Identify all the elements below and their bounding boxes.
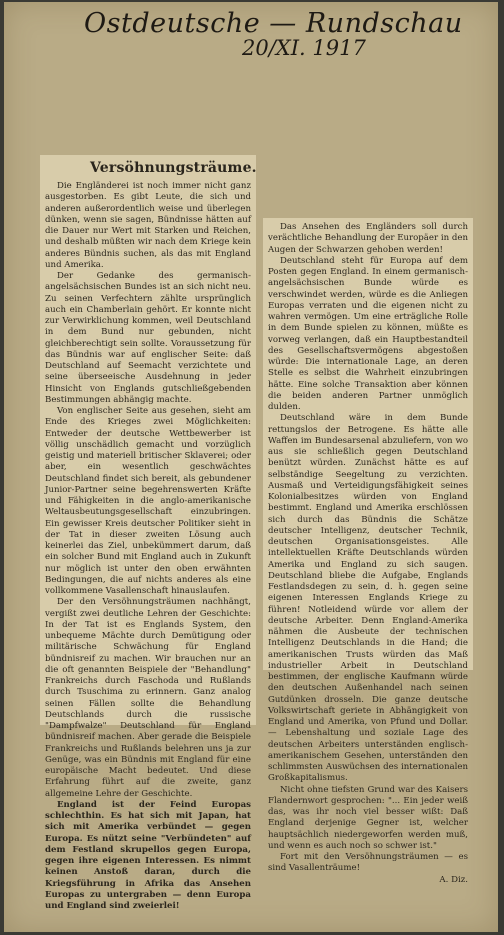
clipping-right-column <box>263 218 473 885</box>
paragraph: Der den Versöhnungsträumen nachhängt, vergißt zwei deutliche Lehren der Geschichte: In der Tat ist es Englands System, den unbequeme Mächte durch Demütigung oder militärische Schwächung für England bündnisreif zu machen. Wir brauchen nur an die oft genannten Beispiele der "Behandlung" Frankreichs durch Faschoda und Rußlands durch Tsuschima zu erinnern. Ganz analog seinen Fällen sollte die Behandlung Deutschlands durch die russische "Dampfwalze" Deutschland für England bündnisreif machen. Aber gerade die Beispiele Frankreichs und Rußlands belehren uns ja zur Genüge, was ein Bündnis mit England für eine europäische Macht bedeutet. Und diese Erfahrung führt auf die zweite, ganz allgemeine Lehre der Geschichte. <box>45 597 251 799</box>
left-column-text <box>45 181 251 911</box>
article-title: Versöhnungsträume. <box>90 160 257 176</box>
handwritten-newspaper-name: Ostdeutsche — Rundschau <box>84 8 463 39</box>
signature: A. Diz. <box>439 874 468 885</box>
paragraph: Das Ansehen des Engländers soll durch verächtliche Behandlung der Europäer in den Augen der Schwarzen gehoben werden! <box>268 222 468 255</box>
clipping-left-column <box>40 155 257 911</box>
paragraph: Von englischer Seite aus gesehen, sieht am Ende des Krieges zwei Möglichkeiten: Entweder der deutsche Wettbewerber ist völlig unschädlich gemacht und vorzüglich geistig und materiell britischer Sklaverei; oder aber, ein wesentlich geschwächtes Deutschland findet sich bereit, als gebundener Junior-Partner seine begehrenswerten Kräfte und Fähigkeiten in die anglo-amerikanische Weltausbeutungsgesellschaft einzubringen. Ein gewisser Kreis deutscher Politiker sieht in der Tat in dieser zweiten Lösung auch keinerlei das Ziel, unbekümmert darum, daß ein solcher Bund mit England auch in Zukunft nur möglich ist unter den oben erwähnten Bedingungen, die auf nichts anderes als eine vollkommene Vasallenschaft hinauslaufen. <box>45 406 251 596</box>
paragraph: Fort mit den Versöhnungsträumen — es sind Vasallenträume! <box>268 852 468 874</box>
paragraph: Nicht ohne tiefsten Grund war des Kaisers Flandernwort gesprochen: "... Ein jeder weiß das, was ihr noch viel besser wißt: Daß England derjenige Gegner ist, welcher hauptsächlich niedergeworfen werden muß, und wenn es auch noch so schwer ist." <box>268 784 468 851</box>
paragraph: Der Gedanke des germanisch-angelsächsischen Bundes ist an sich nicht neu. Zu seinen Verfechtern zählte ursprünglich auch ein Chamberlain gehört. Er konnte nicht zur Verwirklichung kommen, weil Deutschland in dem Bund nur gebunden, nicht gleichberechtigt sein sollte. Voraussetzung für das Bündnis war auf englischer Seite: daß Deutschland auf Seemacht verzichtete und seine überseeische Ausdehnung in jeder Hinsicht von Englands gutschließgebenden Bestimmungen abhängig machte. <box>45 271 251 405</box>
right-column-text <box>268 222 468 885</box>
paragraph: Die Engländerei ist noch immer nicht ganz ausgestorben. Es gibt Leute, die sich und anderen außerordentlich weise und überlegen dünken, wenn sie sagen, Bündnisse hätten auf die Dauer nur Wert mit Starken und Reichen, und deshalb müßten wir nach dem Kriege kein anderes Bündnis suchen, als das mit England und Amerika. <box>45 181 251 270</box>
handwritten-date: 20/XI. 1917 <box>242 36 366 60</box>
paragraph: Deutschland wäre in dem Bunde rettungslos der Betrogene. Es hätte alle Waffen im Bundesarsenal abzuliefern, von wo aus sie schließlich gegen Deutschland benützt würden. Zunächst hätte es auf selbständige Seegeltung zu verzichten. Ausmaß und Verteidigungsfähigkeit seines Kolonialbesitzes würden von England bestimmt. England und Amerika erschlössen sich durch das Bündnis die Schätze deutscher Intelligenz, deutscher Technik, deutschen Organisationsgeistes. Alle intellektuellen Kräfte Deutschlands würden Amerika und England zu sich saugen. Deutschland bliebe die Aufgabe, Englands Festlandsdegen zu sein, d. h. gegen seine eigenen Interessen Englands Kriege zu führen! Notleidend würde vor allem der deutsche Arbeiter. Denn England-Amerika nähmen die Ausbeute der technischen Intelligenz Deutschlands in die Hand; die amerikanischen Trusts würden das Maß industrieller Arbeit in Deutschland bestimmen, der englische Kaufmann würde den deutschen Außenhandel nach seinen Gutdünken drosseln. Die ganze deutsche Volkswirtschaft geriete in Abhängigkeit von England und Amerika, von Pfund und Dollar. — Lebenshaltung und soziale Lage des deutschen Arbeiters unterständen englisch-amerikanischem Gesehen, unterständen den schlimmsten Auswüchsen des internationalen Großkapitalismus. <box>268 413 468 784</box>
paragraph: Deutschland steht für Europa auf dem Posten gegen England. In einem germanisch-angelsächsischen Bunde würde es verschwindet werden, würde es die Anliegen Europas verraten und die eigenen nicht zu wahren vermögen. Um eine erträgliche Rolle in dem Bunde spielen zu können, müßte es vorweg verlangen, daß ein Hauptbestandteil des Gesellschaftsvermögens abgestoßen würde: Die internationale Lage, an deren Stelle es selbst die Wahrheit einzubringen hätte. Eine solche Transaktion aber können die beiden anderen Partner unmöglich dulden. <box>268 255 468 412</box>
paragraph: England ist der Feind Europas schlechthin. Es hat sich mit Japan, hat sich mit Amerika verbündet — gegen Europa. Es nützt seine "Verbündeten" auf dem Festland skrupellos gegen Europa, gegen ihre eigenen Interessen. Es nimmt keinen Anstoß daran, durch die Kriegsführung in Afrika das Ansehen Europas zu untergraben — denn Europa und England sind zweierlei! <box>45 799 251 911</box>
